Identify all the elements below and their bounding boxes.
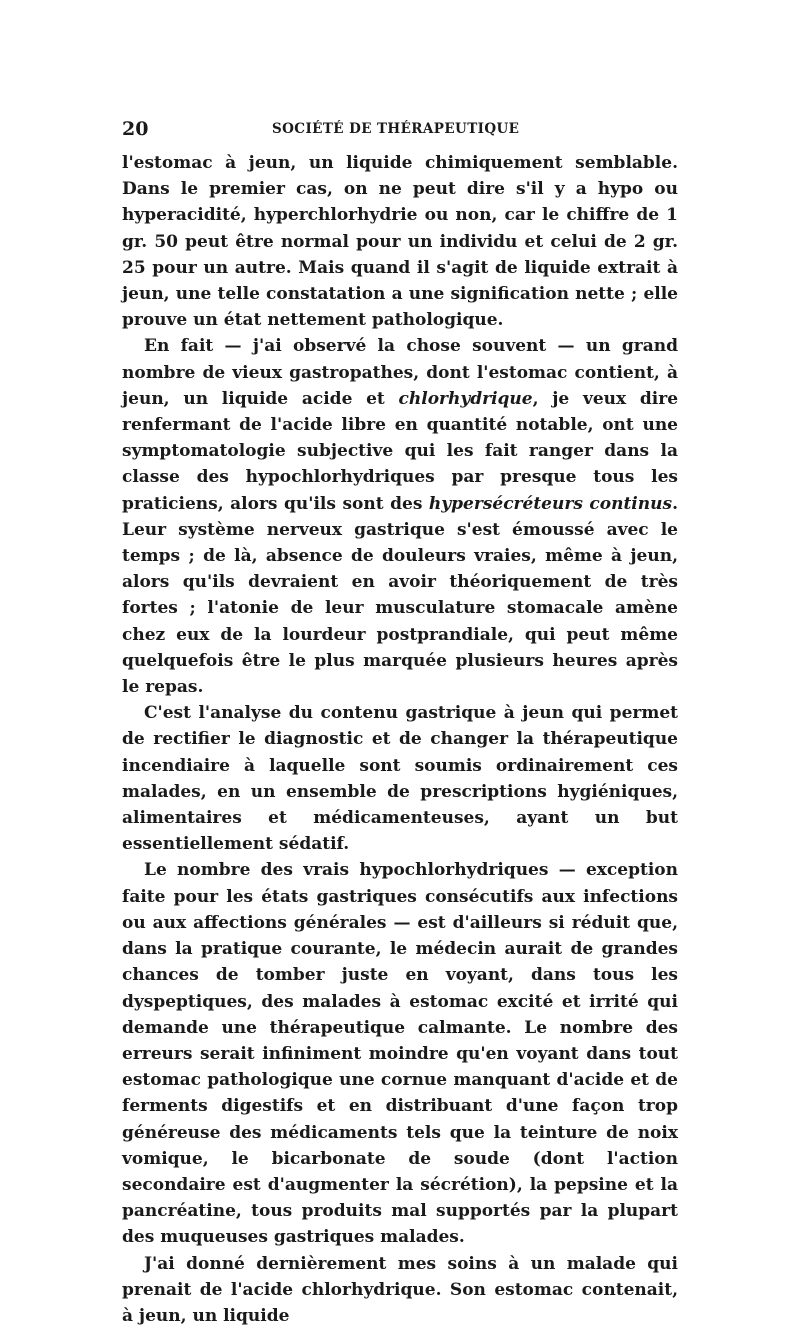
paragraph: l'estomac à jeun, un liquide chimiquement semblable. Dans le premier cas, on ne peut dire s'il y a hypo ou hyperacidité, hyperchlorhydrie ou non, car le chiffre de 1 gr. 50 peut être normal pour un individu et celui de 2 gr. 25 pour un autre. Mais quand il s'agit de liquide extrait à jeun, une telle constatation a une signification nette ; elle prouve un état nettement pathologique. xyxy=(122,153,678,331)
italic-term: hypersécréteurs continus xyxy=(428,493,673,514)
paragraph: C'est l'analyse du contenu gastrique à jeun qui permet de rectifier le diagnostic et de changer la thérapeutique incendiaire à laquelle sont soumis ordinairement ces malades, en un ensemble de prescriptions hygiéniques, alimentaires et médicamenteuses, ayant un but essentiellement sédatif. xyxy=(122,703,678,855)
paragraph: Le nombre des vrais hypochlorhydriques — exception faite pour les états gastriques consécutifs aux infections ou aux affections générales — est d'ailleurs si réduit que, dans la pratique courante, le médecin aurait de grandes chances de tomber juste en voyant, dans tous les dyspeptiques, des malades à estomac excité et irrité qui demande une thérapeutique calmante. Le nombre des erreurs serait infiniment moindre qu'en voyant dans tout estomac pathologique une cornue manquant d'acide et de ferments digestifs et en distribuant d'une façon trop généreuse des médicaments tels que la teinture de noix vomique, le bicarbonate de soude (dont l'action secondaire est d'augmenter la sécrétion), la pepsine et la pancréatine, tous produits mal supportés par la plupart des muqueuses gastriques malades. xyxy=(122,860,678,1248)
paragraph: J'ai donné dernièrement mes soins à un malade qui prenait de l'acide chlorhydrique. Son estomac contenait, à jeun, un liquide xyxy=(122,1253,678,1326)
running-title: SOCIÉTÉ DE THÉRAPEUTIQUE xyxy=(272,121,520,137)
body-text xyxy=(122,150,678,1329)
paragraph: En fait — j'ai observé la chose souvent — un grand nombre de vieux gastropathes, dont l'estomac contient, à jeun, un liquide acide et chlorhydrique, je veux dire renfermant de l'acide libre en quantité notable, ont une symptomatologie subjective qui les fait ranger dans la classe des hypochlorhydriques par presque tous les praticiens, alors qu'ils sont des hypersécréteurs continus. Leur système nerveux gastrique s'est émoussé avec le temps ; de là, absence de douleurs vraies, même à jeun, alors qu'ils devraient en avoir théoriquement de très fortes ; l'atonie de leur musculature stomacale amène chez eux de la lourdeur postprandiale, qui peut même quelquefois être le plus marquée plusieurs heures après le repas. xyxy=(122,336,679,698)
page-header xyxy=(122,118,678,142)
page-number: 20 xyxy=(122,118,149,140)
italic-term: chlorhydrique xyxy=(398,388,533,409)
